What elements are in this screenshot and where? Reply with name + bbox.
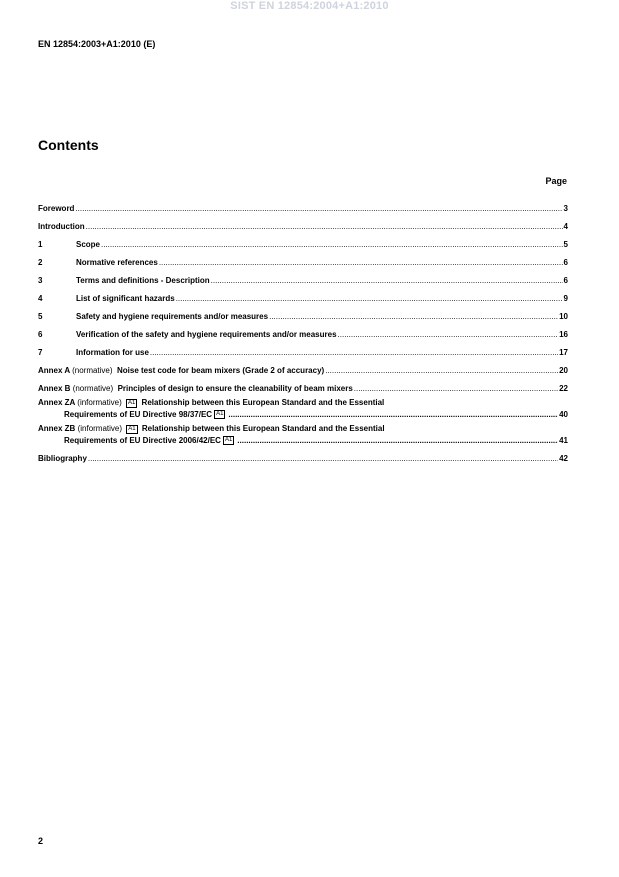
annex-title-line2: Requirements of EU Directive 98/37/EC xyxy=(64,410,213,419)
contents-heading: Contents xyxy=(38,137,99,153)
toc-entry-introduction[interactable] xyxy=(38,213,568,231)
toc-entry-annex-zb[interactable] xyxy=(38,424,568,445)
toc-leader xyxy=(338,331,559,339)
toc-entry-hazards[interactable] xyxy=(38,285,568,303)
toc-leader xyxy=(237,437,558,445)
toc-title: Terms and definitions - Description xyxy=(76,276,210,285)
toc-entry-annex-za[interactable] xyxy=(38,398,568,419)
toc-leader xyxy=(101,241,563,249)
annex-qualifier: (normative) xyxy=(72,366,113,375)
annex-qualifier: (informative) xyxy=(77,424,123,433)
toc-leader xyxy=(325,367,558,375)
toc-entry-normative-references[interactable] xyxy=(38,249,568,267)
toc-entry-foreword[interactable] xyxy=(38,195,568,213)
toc-entry-information-for-use[interactable] xyxy=(38,339,568,357)
toc-title: Introduction xyxy=(38,222,85,231)
toc-line xyxy=(38,434,568,445)
toc-leader xyxy=(150,349,558,357)
toc-page: 10 xyxy=(559,312,568,321)
toc-title: Safety and hygiene requirements and/or measures xyxy=(76,312,269,321)
toc-number: 6 xyxy=(38,330,43,339)
toc-leader xyxy=(86,223,563,231)
toc-title: Information for use xyxy=(76,348,149,357)
toc-leader xyxy=(354,385,558,393)
annex-prefix: Annex ZB xyxy=(38,424,76,433)
annex-title-line2: Requirements of EU Directive 2006/42/EC xyxy=(64,436,221,445)
toc-number: 3 xyxy=(38,276,43,285)
toc-number: 7 xyxy=(38,348,43,357)
toc-page: 9 xyxy=(563,294,568,303)
annex-prefix: Annex ZA xyxy=(38,398,76,407)
toc-number: 1 xyxy=(38,240,43,249)
toc-entry-verification[interactable] xyxy=(38,321,568,339)
toc-line xyxy=(38,424,568,434)
toc-entry-terms-definitions[interactable] xyxy=(38,267,568,285)
toc-page: 20 xyxy=(559,366,568,375)
toc-page: 42 xyxy=(559,454,568,463)
annex-qualifier: (informative) xyxy=(77,398,122,407)
toc-leader xyxy=(228,411,558,419)
toc-title: Verification of the safety and hygiene requirements and/or measures xyxy=(76,330,337,339)
annex-prefix: Annex B xyxy=(38,384,71,393)
toc-page: 16 xyxy=(559,330,568,339)
amendment-start-marker-icon: A1 xyxy=(127,400,136,406)
annex-title: Relationship between this European Standard and the Essential xyxy=(141,398,385,407)
watermark: SIST EN 12854:2004+A1:2010 xyxy=(230,0,389,12)
toc-line xyxy=(38,398,568,408)
toc-title: Bibliography xyxy=(38,454,87,463)
annex-title: Relationship between this European Standard and the Essential xyxy=(141,424,385,433)
toc-number: 5 xyxy=(38,312,43,321)
toc-number: 2 xyxy=(38,258,43,267)
annex-qualifier: (normative) xyxy=(72,384,114,393)
page-number: 2 xyxy=(38,836,44,846)
toc-page: 22 xyxy=(559,384,568,393)
toc-page: 3 xyxy=(563,204,568,213)
toc-page: 4 xyxy=(563,222,568,231)
toc-title: Scope xyxy=(76,240,101,249)
toc-leader xyxy=(75,205,562,213)
annex-title: Noise test code for beam mixers (Grade 2 of accuracy) xyxy=(117,366,325,375)
toc-entry-bibliography[interactable] xyxy=(38,445,568,463)
toc-entry-annex-a[interactable] xyxy=(38,357,568,375)
toc-title xyxy=(38,366,324,375)
toc-leader xyxy=(269,313,558,321)
toc-number: 4 xyxy=(38,294,43,303)
toc-leader xyxy=(88,455,558,463)
amendment-start-marker-icon: A1 xyxy=(128,426,136,432)
toc-title xyxy=(38,384,353,393)
page-column-label: Page xyxy=(545,176,567,186)
annex-prefix: Annex A xyxy=(38,366,70,375)
toc-title: List of significant hazards xyxy=(76,294,175,303)
toc-entry-safety-requirements[interactable] xyxy=(38,303,568,321)
toc-page: 5 xyxy=(563,240,568,249)
toc-leader xyxy=(159,259,563,267)
toc-leader xyxy=(211,277,563,285)
toc-title: Normative references xyxy=(76,258,158,267)
toc-page: 6 xyxy=(563,276,568,285)
toc-page: 17 xyxy=(559,348,568,357)
toc-page: 41 xyxy=(559,436,568,445)
table-of-contents xyxy=(38,195,568,463)
toc-page: 40 xyxy=(559,410,568,419)
annex-title: Principles of design to ensure the cleanability of beam mixers xyxy=(117,384,353,393)
toc-page: 6 xyxy=(563,258,568,267)
toc-leader xyxy=(176,295,563,303)
toc-line xyxy=(38,408,568,419)
toc-entry-annex-b[interactable] xyxy=(38,375,568,393)
amendment-end-marker-icon: A1 xyxy=(216,411,224,417)
toc-title: Foreword xyxy=(38,204,75,213)
amendment-end-marker-icon: A1 xyxy=(224,437,233,443)
toc-entry-scope[interactable] xyxy=(38,231,568,249)
document-header: EN 12854:2003+A1:2010 (E) xyxy=(38,39,156,49)
